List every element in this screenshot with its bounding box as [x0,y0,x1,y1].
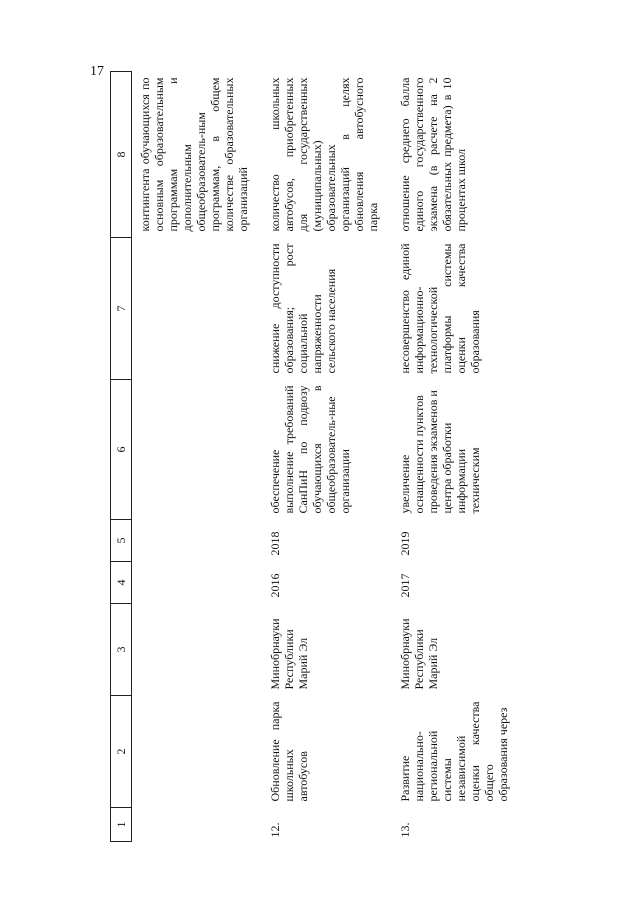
responsible-executor [132,604,251,696]
indicator-link: отношение среднего балла единого государственного экзамена (в расчете на 2 обязательных предмета) в 10 процентах школ [398,77,468,232]
row-number: 13. [398,822,412,838]
col-header-5: 5 [111,520,132,562]
col-header-4: 4 [111,562,132,604]
rotated-table-area [110,72,562,842]
consequences: снижение доступности образования; рост социальной напряженности сельского населения [268,243,338,374]
expected-result [132,380,251,520]
table-row [262,72,380,842]
row-number: 12. [268,822,282,838]
measure-name [132,696,251,808]
row-gap [250,72,262,842]
col-header-1: 1 [111,808,132,842]
row-number [132,808,251,842]
end-year: 2018 [268,531,282,556]
expected-result: обеспечение выполнение требований СанПиН по подвозу обучающихся в общеобразователь-ные организации [268,385,352,514]
table-row [392,72,510,842]
measure-name: Развитие национально-региональной системы независимой оценки качества общего образования через [398,701,510,802]
end-year: 2019 [398,531,412,556]
end-year [132,520,251,562]
responsible-executor: Минобрнауки Республики Марий Эл [268,618,310,690]
page-number: 17 [90,64,104,79]
consequences [132,238,251,380]
start-year [132,562,251,604]
start-year: 2016 [268,573,282,598]
col-header-8: 8 [111,72,132,238]
header-row [111,72,132,842]
expected-result: увеличение оснащенности пунктов проведения экзаменов и центра обработки информации техническим [398,390,482,514]
consequences: несовершенство единой информационно-технологической платформы системы оценки качества образования [398,243,482,374]
col-header-7: 7 [111,238,132,380]
measures-table [110,71,510,842]
responsible-executor: Минобрнауки Республики Марий Эл [398,618,440,690]
indicator-link: количество школьных автобусов, приобретенных для государственных (муниципальных) образовательных организаций в целях обновления автобусного парка [268,77,380,232]
col-header-2: 2 [111,696,132,808]
indicator-link: контингента обучающихся по основным образовательным программам и дополнительным общеобразователь-ным программам, в общем количестве образовательных организаций [138,77,250,232]
row-gap [380,72,392,842]
table-row [132,72,251,842]
col-header-6: 6 [111,380,132,520]
col-header-3: 3 [111,604,132,696]
measure-name: Обновление парка школьных автобусов [268,701,310,802]
rotated-table-wrapper [110,72,562,842]
start-year: 2017 [398,573,412,598]
